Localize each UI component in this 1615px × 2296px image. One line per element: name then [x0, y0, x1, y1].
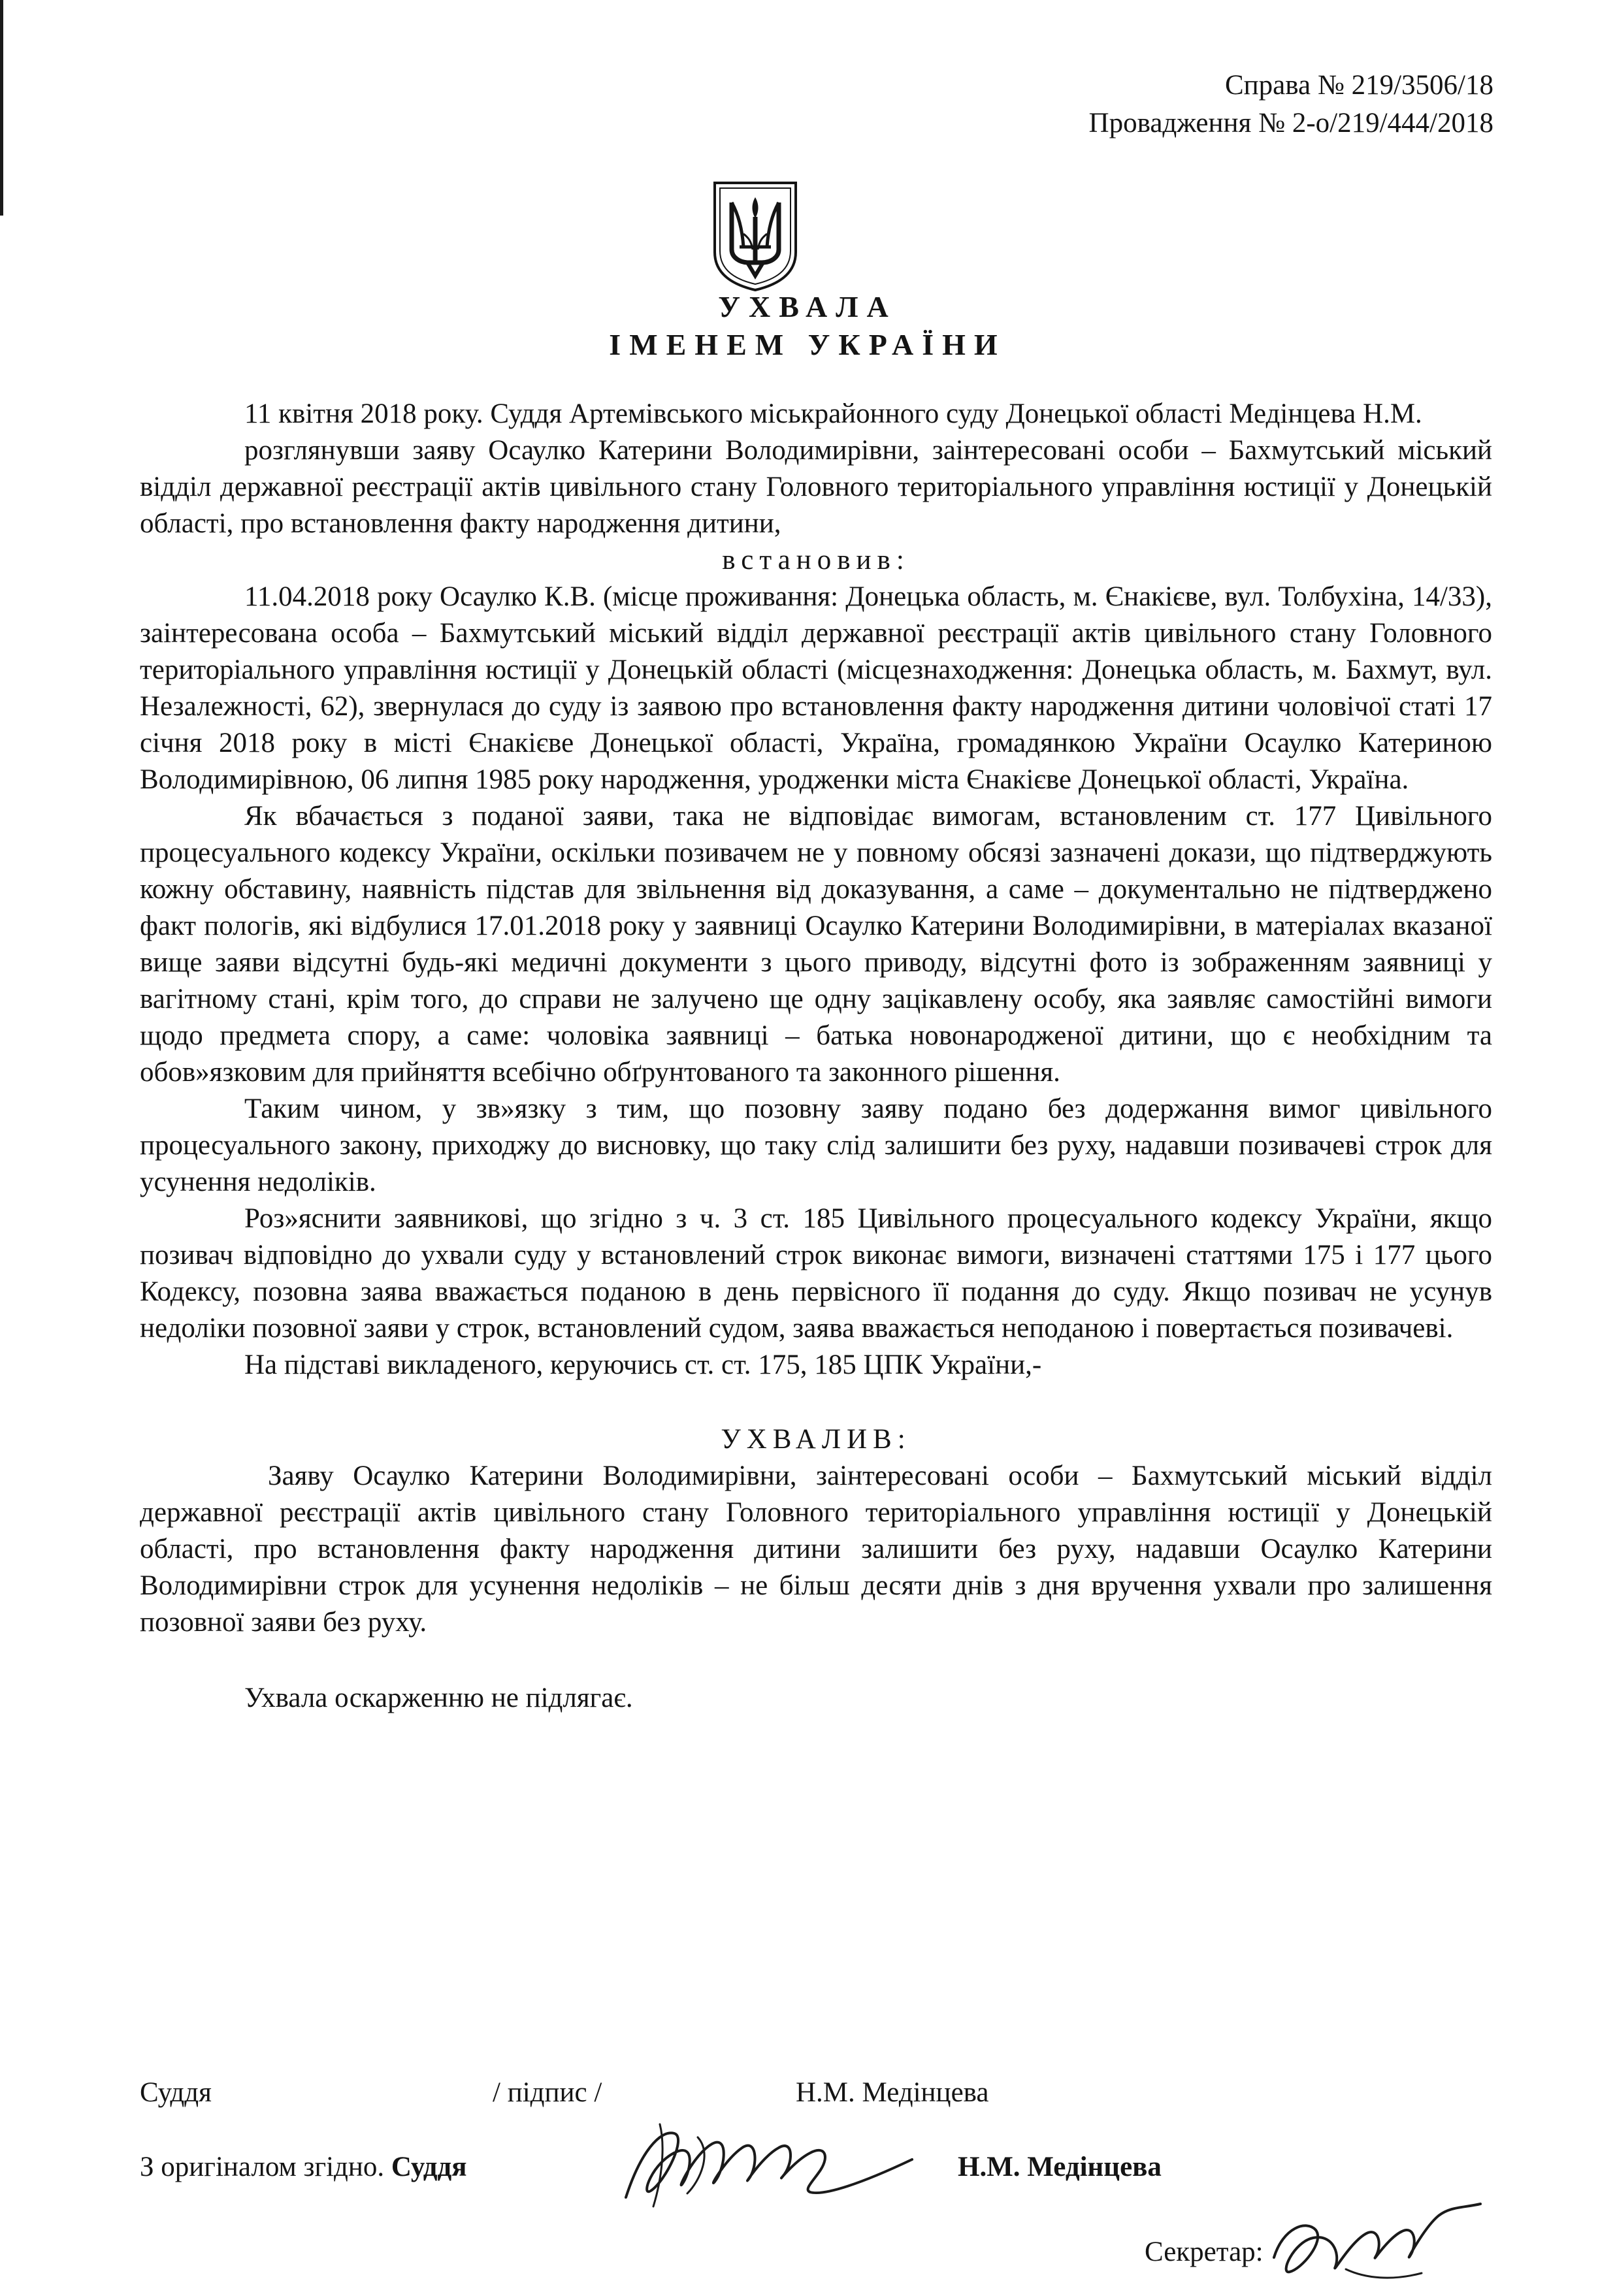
certified-judge-label: Суддя — [391, 2152, 467, 2182]
case-number: Справа № 219/3506/18 — [1224, 70, 1493, 101]
established-heading: встановив: — [722, 545, 910, 575]
established-paragraph-5: На підставі викладеного, керуючись ст. ст. 175, 185 ЦПК України,- — [244, 1350, 1042, 1380]
ruling-body — [140, 396, 1492, 1717]
ruling-title: УХВАЛА — [718, 290, 897, 323]
intro-considering-paragraph: розглянувши заяву Осаулко Катерини Володимирівни, заінтересовані особи – Бахмутський міський відділ державної реєстрації актів цивільного стану Головного територіального управління юстиції у Донецькій області, про встановлення факту народження дитини, — [140, 435, 1492, 539]
secretary-label: Секретар: — [1145, 2237, 1264, 2267]
secretary-handwritten-signature — [1267, 2201, 1490, 2286]
resolved-paragraph: Заяву Осаулко Катерини Володимирівни, заінтересовані особи – Бахмутський міський відділ державної реєстрації актів цивільного стану Головного територіального управління юстиції у Донецькій області, про встановлення факту народження дитини залишити без руху, надавши Осаулко Катерини Володимирівни строк для усунення недоліків – не більш десяти днів з дня вручення ухвали про залишення позовної заяви без руху. — [140, 1461, 1492, 1638]
certified-prefix: З оригіналом згідно. — [140, 2152, 385, 2182]
ruling-subtitle: ІМЕНЕМ УКРАЇНИ — [609, 328, 1006, 361]
tryzub-emblem-icon — [710, 179, 801, 293]
certified-copy-text — [140, 2149, 466, 2186]
judge-signature-row — [140, 2075, 1492, 2114]
established-paragraph-2: Як вбачається з поданої заяви, така не відповідає вимогам, встановленим ст. 177 Цивільного процесуального кодексу України, оскільки позивачем не у повному обсязі зазначені докази, що підтверджують кожну обставину, наявність підстав для звільнення від доказування, а саме – документально не підтверджено факт пологів, які відбулися 17.01.2018 року у заявниці Осаулко Катерини Володимирівни, в матеріалах вказаної вище заяви відсутні будь-які медичні документи з цього приводу, відсутні фото із зображенням заявниці у вагітному стані, крім того, до справи не залучено ще одну зацікавлену особу, яка заявляє самостійні вимоги щодо предмета спору, а саме: чоловіка заявниці – батька новонародженої дитини, що є необхідним та обов»язковим для прийняття всебічно обґрунтованого та законного рішення. — [140, 801, 1492, 1088]
case-header — [1089, 67, 1493, 142]
judge-label: Суддя — [140, 2077, 212, 2108]
established-paragraph-3: Таким чином, у зв»язку з тим, що позовну заяву подано без додержання вимог цивільного процесуального закону, приходжу до висновку, що таку слід залишити без руху, надавши позивачеві строк для усунення недоліків. — [140, 1093, 1492, 1197]
judge-name: Н.М. Медінцева — [796, 2077, 989, 2108]
spacer — [140, 1641, 1492, 1680]
established-paragraph-4: Роз»яснити заявникові, що згідно з ч. 3 ст. 185 Цивільного процесуального кодексу України, якщо позивач відповідно до ухвали суду у встановлений строк виконає вимоги, визначені статтями 175 і 177 цього Кодексу, позовна заява вважається поданою в день первісного її подання до суду. Якщо позивач не усунув недоліки позовної заяви у строк, встановлений судом, заява вважається неподаною і повертається позивачеві. — [140, 1203, 1492, 1344]
resolved-heading: УХВАЛИВ: — [721, 1424, 911, 1455]
judge-handwritten-signature — [614, 2114, 921, 2212]
intro-paragraph: 11 квітня 2018 року. Суддя Артемівського міськрайонного суду Донецької області Медінцева Н.М. — [244, 398, 1422, 429]
proceeding-number: Провадження № 2-о/219/444/2018 — [1088, 108, 1493, 138]
certified-judge-name: Н.М. Медінцева — [958, 2152, 1162, 2182]
spacer — [140, 1383, 1492, 1421]
signature-placeholder: / підпис / — [493, 2077, 602, 2108]
scan-edge-mark — [0, 0, 3, 216]
established-paragraph-1: 11.04.2018 року Осаулко К.В. (місце проживання: Донецька область, м. Єнакієве, вул. Толбухіна, 14/33), заінтересована особа – Бахмутський міський відділ державної реєстрації актів цивільного стану Головного територіального управління юстиції у Донецькій області (місцезнаходження: Донецька область, м. Бахмут, вул. Незалежності, 62), звернулася до суду із заявою про встановлення факту народження дитини чоловічої статі 17 січня 2018 року в місті Єнакієве Донецької області, Україна, громадянкою України Осаулко Катериною Володимирівною, 06 липня 1985 року народження, уродженки міста Єнакієве Донецької області, Україна. — [140, 581, 1492, 795]
appeal-note: Ухвала оскарженню не підлягає. — [244, 1683, 633, 1713]
